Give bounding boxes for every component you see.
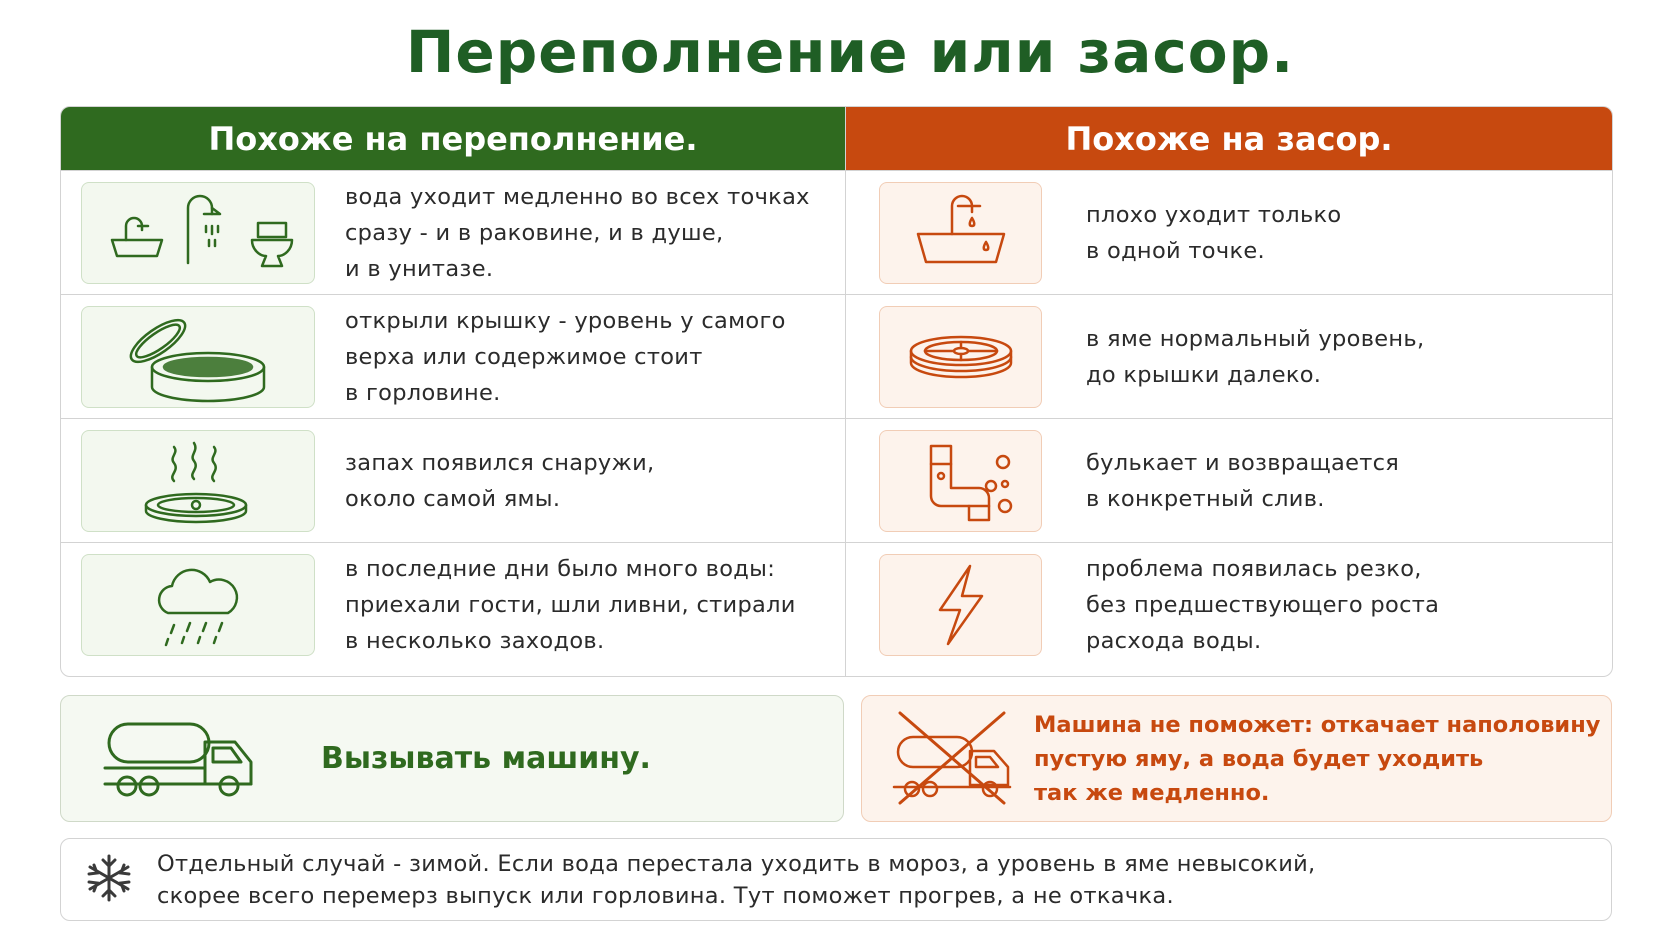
crossed-truck-icon (890, 707, 1020, 811)
overflow-row (61, 170, 845, 294)
overflow-action (60, 695, 844, 822)
overflow-row (61, 418, 845, 542)
clog-header: Похоже на засор. (846, 107, 1612, 170)
clog-row-text: плохо уходит только в одной точке. (1086, 201, 1342, 264)
dripping-sink-icon (879, 182, 1042, 284)
tank-truck-icon (101, 712, 261, 806)
clog-row (846, 542, 1612, 666)
overflow-row-text: вода уходит медленно во всех точках сразу - и в раковине, и в душе, и в унитазе. (345, 183, 810, 282)
clog-row (846, 418, 1612, 542)
pipe-bubbles-icon (879, 430, 1042, 532)
closed-hatch-icon (879, 306, 1042, 408)
clog-action (861, 695, 1612, 822)
clog-row-text: в яме нормальный уровень, до крышки далеко. (1086, 325, 1425, 388)
winter-note (60, 838, 1612, 921)
clog-row (846, 294, 1612, 418)
call-truck-label: Вызывать машину. (321, 741, 651, 776)
clog-panel (846, 106, 1613, 677)
overflow-row (61, 542, 845, 666)
overflow-row (61, 294, 845, 418)
winter-note-text: Отдельный случай - зимой. Если вода перестала уходить в мороз, а уровень в яме невысокий, скорее всего перемерз выпуск или горловина. Тут поможет прогрев, а не откачка. (157, 850, 1316, 909)
overflow-panel (60, 106, 846, 677)
overflow-header: Похоже на переполнение. (61, 107, 845, 170)
smelling-hatch-icon (81, 430, 315, 532)
sink-shower-toilet-icon (81, 182, 315, 284)
overflow-row-text: в последние дни было много воды: приехали гости, шли ливни, стирали в несколько заходов. (345, 555, 796, 654)
lightning-icon (879, 554, 1042, 656)
snowflake-icon (83, 852, 135, 908)
clog-row (846, 170, 1612, 294)
clog-row-text: проблема появилась резко, без предшествующего роста расхода воды. (1086, 555, 1440, 654)
page-title: Переполнение или засор. (405, 18, 1295, 86)
rain-cloud-icon (81, 554, 315, 656)
overflow-row-text: запах появился снаружи, около самой ямы. (345, 449, 655, 512)
truck-wont-help-text: Машина не поможет: откачает наполовину пустую яму, а вода будет уходить так же медленно. (1034, 711, 1601, 806)
overflow-row-text: открыли крышку - уровень у самого верха или содержимое стоит в горловине. (345, 307, 786, 406)
open-hatch-icon (81, 306, 315, 408)
clog-row-text: булькает и возвращается в конкретный слив. (1086, 449, 1400, 512)
